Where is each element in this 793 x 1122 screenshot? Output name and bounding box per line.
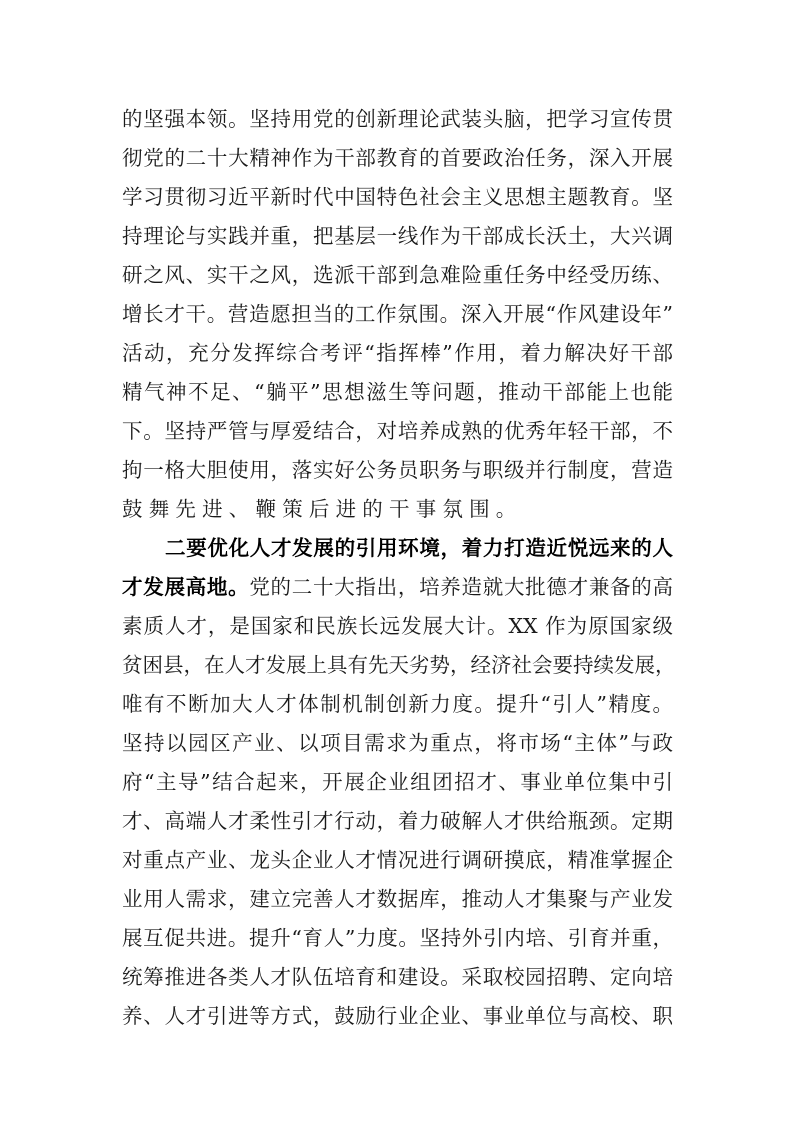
text-line: 展互促共进。提升“育人”力度。坚持外引内培、引育并重， — [122, 926, 673, 950]
text-line: 研之风、实干之风，选派干部到急难险重任务中经受历练、 — [122, 263, 673, 287]
text-line: 才、高端人才柔性引才行动，着力破解人才供给瓶颈。定期 — [122, 809, 673, 833]
text-line: 统筹推进各类人才队伍培育和建设。采取校园招聘、定向培 — [122, 965, 673, 989]
text-line: 精气神不足、“躺平”思想滋生等问题，推动干部能上也能 — [122, 380, 673, 404]
text-line: 增长才干。营造愿担当的工作氛围。深入开展“作风建设年” — [122, 302, 673, 326]
text-line: 学习贯彻习近平新时代中国特色社会主义思想主题教育。坚 — [122, 185, 673, 209]
text-run: 党的二十大指出，培养造就大批德才兼备的高 — [249, 575, 674, 599]
document-page — [122, 100, 676, 1036]
text-line: 坚持以园区产业、以项目需求为重点，将市场“主体”与政 — [122, 731, 673, 755]
text-line: 彻党的二十大精神作为干部教育的首要政治任务，深入开展 — [122, 146, 673, 170]
text-line: 拘一格大胆使用，落实好公务员职务与职级并行制度，营造 — [122, 458, 673, 482]
text-line — [122, 568, 673, 607]
text-line: 养、人才引进等方式，鼓励行业企业、事业单位与高校、职 — [122, 1004, 673, 1028]
text-line: 活动，充分发挥综合考评“指挥棒”作用，着力解决好干部 — [122, 341, 673, 365]
text-line: 贫困县，在人才发展上具有先天劣势，经济社会要持续发展， — [122, 653, 676, 677]
text-line: 的坚强本领。坚持用党的创新理论武装头脑，把学习宣传贯 — [122, 107, 673, 131]
text-line: 持理论与实践并重，把基层一线作为干部成长沃土，大兴调 — [122, 224, 673, 248]
paragraph-talent-environment — [122, 529, 676, 1036]
text-line: 业用人需求，建立完善人才数据库，推动人才集聚与产业发 — [122, 887, 673, 911]
text-line: 府“主导”结合起来，开展企业组团招才、事业单位集中引 — [122, 770, 673, 794]
text-line: 下。坚持严管与厚爱结合，对培养成熟的优秀年轻干部，不 — [122, 419, 673, 443]
text-line: 鼓舞先进、鞭策后进的干事氛围。 — [122, 497, 523, 521]
section-heading-end: 才发展高地。 — [122, 575, 250, 599]
section-heading: 二要优化人才发展的引用环境，着力打造近悦远来的人 — [165, 536, 673, 560]
text-line: 素质人才，是国家和民族长远发展大计。XX 作为原国家级 — [122, 614, 673, 638]
text-line: 对重点产业、龙头企业人才情况进行调研摸底，精准掌握企 — [122, 848, 673, 872]
text-line: 唯有不断加大人才体制机制创新力度。提升“引人”精度。 — [122, 692, 673, 716]
paragraph-cadre-development — [122, 100, 673, 529]
